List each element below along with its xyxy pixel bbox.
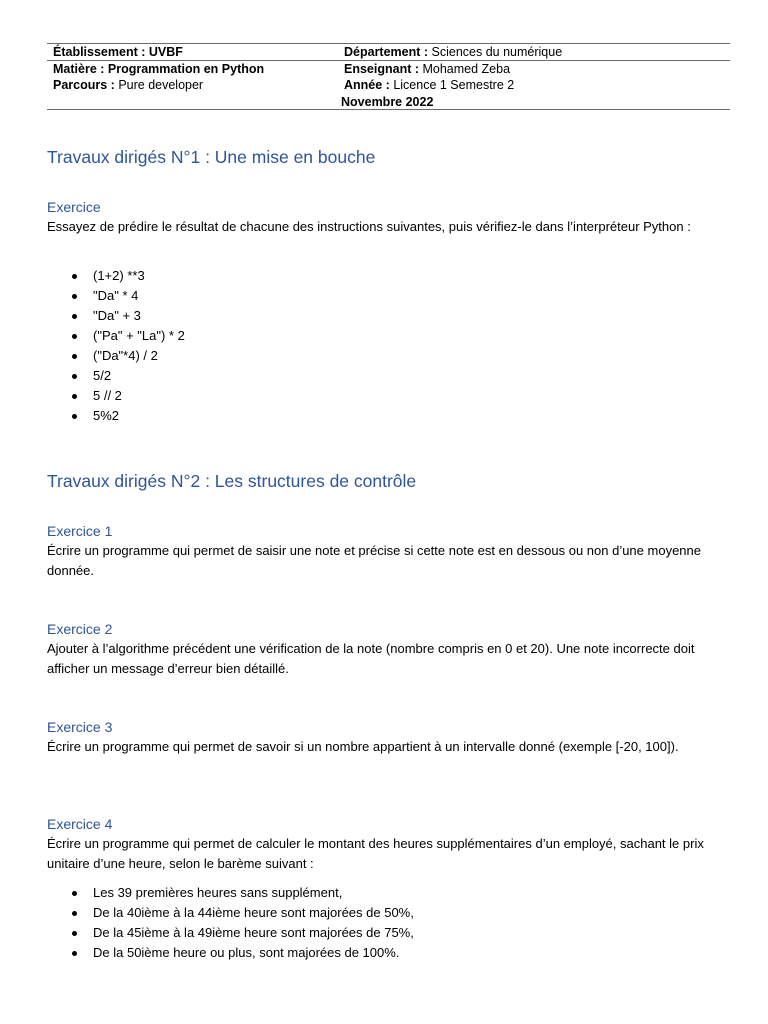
- bullet-icon: [72, 274, 77, 279]
- list-item-text: De la 40ième à la 44ième heure sont majorées de 50%,: [93, 905, 414, 920]
- list-item-text: ("Da"*4) / 2: [93, 348, 158, 363]
- parcours: Parcours : Pure developer: [53, 78, 204, 92]
- list-item-text: 5 // 2: [93, 388, 122, 403]
- list-item: [70, 366, 185, 386]
- ex2-text: Ajouter à l’algorithme précédent une vérification de la note (nombre compris en 0 et 20). Une note incorrecte doit afficher un message d’erreur bien détaillé.: [47, 641, 695, 676]
- list-item-text: 5%2: [93, 408, 120, 423]
- bullet-icon: [72, 314, 77, 319]
- ex3-title: Exercice 3: [47, 719, 113, 735]
- list-item: [70, 406, 185, 426]
- bullet-icon: [72, 334, 77, 339]
- bullet-icon: [72, 294, 77, 299]
- list-item-text: (1+2) **3: [93, 268, 145, 283]
- td1-instruction-list: [70, 266, 185, 426]
- bullet-icon: [72, 911, 77, 916]
- list-item-text: "Da" + 3: [93, 308, 141, 323]
- list-item: [70, 903, 414, 923]
- list-item: [70, 266, 185, 286]
- header-table: [47, 43, 730, 110]
- list-item: [70, 346, 185, 366]
- ex1-text: Écrire un programme qui permet de saisir une note et précise si cette note est en dessous ou non d’une moyenne donnée.: [47, 543, 701, 578]
- list-item-text: Les 39 premières heures sans supplément,: [93, 885, 343, 900]
- ex1-title: Exercice 1: [47, 523, 113, 539]
- list-item: [70, 326, 185, 346]
- ex3-text: Écrire un programme qui permet de savoir si un nombre appartient à un intervalle donné (exemple [-20, 100]).: [47, 739, 679, 754]
- etablissement: Établissement : UVBF: [53, 45, 183, 59]
- ex4-text: Écrire un programme qui permet de calculer le montant des heures supplémentaires d’un employé, sachant le prix unitaire d’une heure, selon le barème suivant :: [47, 836, 704, 871]
- ex2-title: Exercice 2: [47, 621, 113, 637]
- td2-title: Travaux dirigés N°2 : Les structures de contrôle: [47, 471, 417, 491]
- list-item: [70, 883, 414, 903]
- enseignant: Enseignant : Mohamed Zeba: [344, 62, 511, 76]
- list-item: [70, 923, 414, 943]
- list-item-text: De la 45ième à la 49ième heure sont majorées de 75%,: [93, 925, 414, 940]
- td1-exercise-title: Exercice: [47, 199, 101, 215]
- bullet-icon: [72, 374, 77, 379]
- date: Novembre 2022: [341, 95, 434, 109]
- matiere: Matière : Programmation en Python: [53, 62, 265, 76]
- bullet-icon: [72, 931, 77, 936]
- list-item: [70, 306, 185, 326]
- td1-instructions: Essayez de prédire le résultat de chacune des instructions suivantes, puis vérifiez-le dans l’interpréteur Python :: [47, 219, 691, 234]
- list-item-text: 5/2: [93, 368, 112, 383]
- list-item: [70, 943, 414, 963]
- list-item: [70, 286, 185, 306]
- annee: Année : Licence 1 Semestre 2: [344, 78, 515, 92]
- list-item-text: ("Pa" + "La") * 2: [93, 328, 185, 343]
- ex4-title: Exercice 4: [47, 816, 113, 832]
- td1-title: Travaux dirigés N°1 : Une mise en bouche: [47, 147, 376, 167]
- list-item-text: De la 50ième heure ou plus, sont majorées de 100%.: [93, 945, 400, 960]
- bullet-icon: [72, 394, 77, 399]
- ex4-bareme-list: [70, 883, 414, 963]
- bullet-icon: [72, 354, 77, 359]
- departement: Département : Sciences du numérique: [344, 45, 563, 59]
- bullet-icon: [72, 891, 77, 896]
- bullet-icon: [72, 951, 77, 956]
- bullet-icon: [72, 414, 77, 419]
- list-item-text: "Da" * 4: [93, 288, 139, 303]
- list-item: [70, 386, 185, 406]
